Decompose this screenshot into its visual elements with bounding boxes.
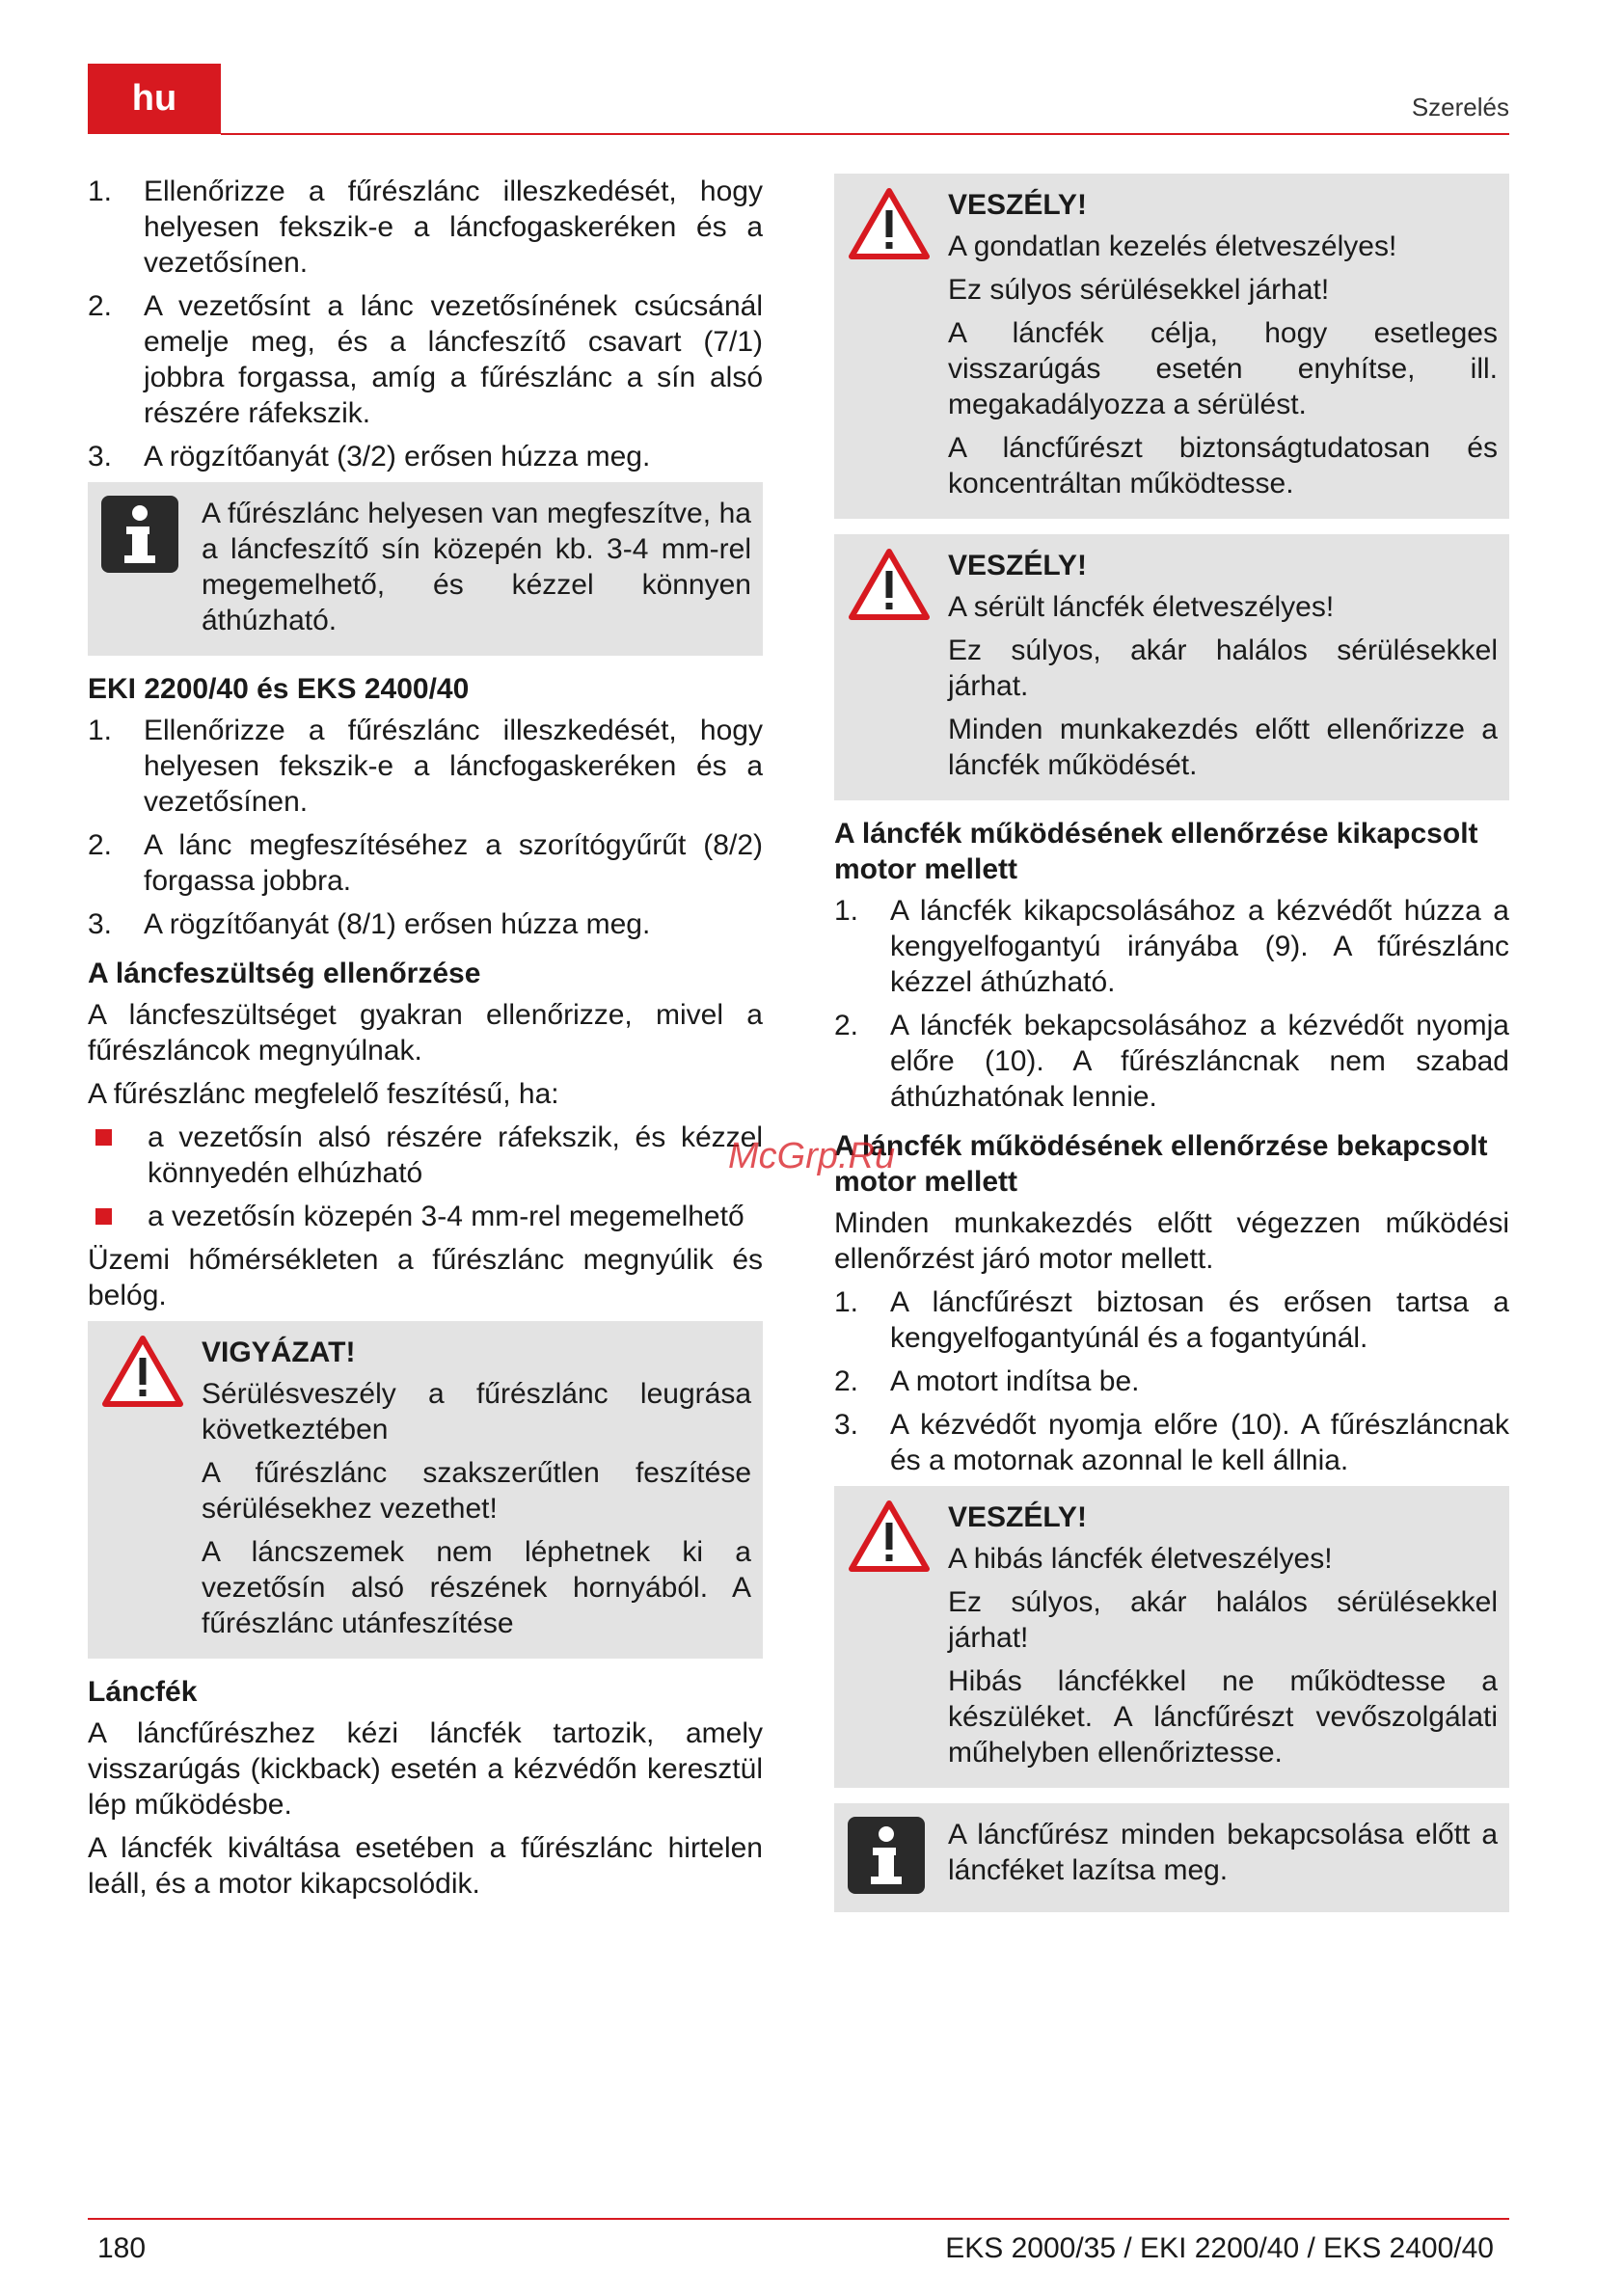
section-title: Szerelés	[1411, 93, 1509, 122]
info-box: A láncfűrész minden bekapcsolása előtt a láncféket lazítsa meg.	[834, 1803, 1509, 1912]
page-number: 180	[97, 2232, 147, 2264]
warning-triangle-icon	[848, 187, 948, 509]
bullet-square-icon	[88, 1199, 148, 1234]
bullet-square-icon	[88, 1120, 148, 1191]
list-item: 1. Ellenőrizze a fűrészlánc illeszkedését, hogy helyesen fekszik-e a láncfogaskeréken és a vezetősínen.	[88, 176, 763, 279]
list-item: 3. A kézvédőt nyomja előre (10). A fűrészláncnak és a motornak azonnal le kell állnia.	[834, 1409, 1509, 1476]
warning-triangle-icon	[848, 1499, 948, 1778]
section-heading: Láncfék	[88, 1676, 198, 1708]
list-item: 3. A rögzítőanyát (3/2) erősen húzza meg.	[88, 441, 651, 473]
danger-box: VESZÉLY! A gondatlan kezelés életveszélyes! Ez súlyos sérülésekkel járhat! A láncfék célja, hogy esetleges visszarúgás esetén enyhítse, ill. megakadályozza a sérülést. A láncfűrészt biztonságtudatosan és koncentráltan működtesse.	[834, 174, 1509, 519]
section-heading: EKI 2200/40 és EKS 2400/40	[88, 673, 470, 705]
list-item: 2. A vezetősínt a lánc vezetősínének csúcsánál emelje meg, és a láncfeszítő csavart (7/1) jobbra forgassa, amíg a fűrészlánc a sín alsó részére ráfekszik.	[88, 290, 763, 429]
caution-box: VIGYÁZAT! Sérülésveszély a fűrészlánc leugrása következtében A fűrészlánc szakszerűtlen feszítése sérülésekhez vezethet! A láncszemek nem léphetnek ki a vezetősín alsó részének hornyából. A fűrészlánc utánfeszítése	[88, 1321, 763, 1659]
header-rule	[221, 133, 1509, 135]
left-column	[88, 174, 763, 1909]
footer-rule	[88, 2218, 1509, 2220]
bullet-item: a vezetősín közepén 3-4 mm-rel megemelhető	[88, 1199, 763, 1234]
watermark: McGrp.Ru	[728, 1136, 896, 1176]
warning-triangle-icon	[101, 1335, 202, 1649]
info-icon	[101, 496, 202, 646]
bullet-item: a vezetősín alsó részére ráfekszik, és kézzel könnyedén elhúzható	[88, 1120, 763, 1191]
list-item: 2. A motort indítsa be.	[834, 1365, 1140, 1397]
info-box: A fűrészlánc helyesen van megfeszítve, ha a láncfeszítő sín közepén kb. 3-4 mm-rel megemelhető, és kézzel könnyen áthúzható.	[88, 482, 763, 656]
paragraph: A láncfűrészhez kézi láncfék tartozik, amely visszarúgás (kickback) esetén a kézvédőn keresztül lép működésbe.	[88, 1717, 763, 1821]
model-list: EKS 2000/35 / EKI 2200/40 / EKS 2400/40	[945, 2232, 1494, 2264]
info-icon	[848, 1817, 948, 1903]
paragraph: A fűrészlánc megfelelő feszítésű, ha:	[88, 1078, 559, 1110]
language-tab: hu	[88, 64, 221, 134]
list-item: 2. A lánc megfeszítéséhez a szorítógyűrűt (8/2) forgassa jobbra.	[88, 829, 763, 897]
paragraph: Üzemi hőmérsékleten a fűrészlánc megnyúlik és belóg.	[88, 1244, 763, 1311]
warning-triangle-icon	[848, 548, 948, 791]
paragraph: Minden munkakezdés előtt végezzen működési ellenőrzést járó motor mellett.	[834, 1207, 1509, 1275]
section-heading: A láncfeszültség ellenőrzése	[88, 958, 481, 989]
list-item: 1. Ellenőrizze a fűrészlánc illeszkedését, hogy helyesen fekszik-e a láncfogaskeréken és a vezetősínen.	[88, 715, 763, 818]
danger-box: VESZÉLY! A sérült láncfék életveszélyes! Ez súlyos, akár halálos sérülésekkel járhat. Minden munkakezdés előtt ellenőrizze a láncfék működését.	[834, 534, 1509, 800]
paragraph: A láncfeszültséget gyakran ellenőrizze, mivel a fűrészláncok megnyúlnak.	[88, 999, 763, 1067]
list-item: 2. A láncfék bekapcsolásához a kézvédőt nyomja előre (10). A fűrészláncnak nem szabad áthúzhatónak lennie.	[834, 1010, 1509, 1113]
paragraph: A láncfék kiváltása esetében a fűrészlánc hirtelen leáll, és a motor kikapcsolódik.	[88, 1832, 763, 1900]
section-heading: A láncfék működésének ellenőrzése kikapcsolt motor mellett	[834, 818, 1478, 885]
danger-box: VESZÉLY! A hibás láncfék életveszélyes! Ez súlyos, akár halálos sérülésekkel járhat! Hibás láncfékkel ne működtesse a készüléket. A láncfűrészt vevőszolgálati műhelyben ellenőriztesse.	[834, 1486, 1509, 1788]
list-item: 1. A láncfék kikapcsolásához a kézvédőt húzza a kengyelfogantyú irányába (9). A fűrészlánc kézzel áthúzható.	[834, 895, 1509, 998]
section-heading: A láncfék működésének ellenőrzése bekapcsolt motor mellett	[834, 1130, 1488, 1198]
list-item: 1. A láncfűrészt biztosan és erősen tartsa a kengyelfogantyúnál és a fogantyúnál.	[834, 1286, 1509, 1354]
list-item: 3. A rögzítőanyát (8/1) erősen húzza meg.	[88, 908, 651, 940]
right-column	[834, 174, 1509, 1928]
